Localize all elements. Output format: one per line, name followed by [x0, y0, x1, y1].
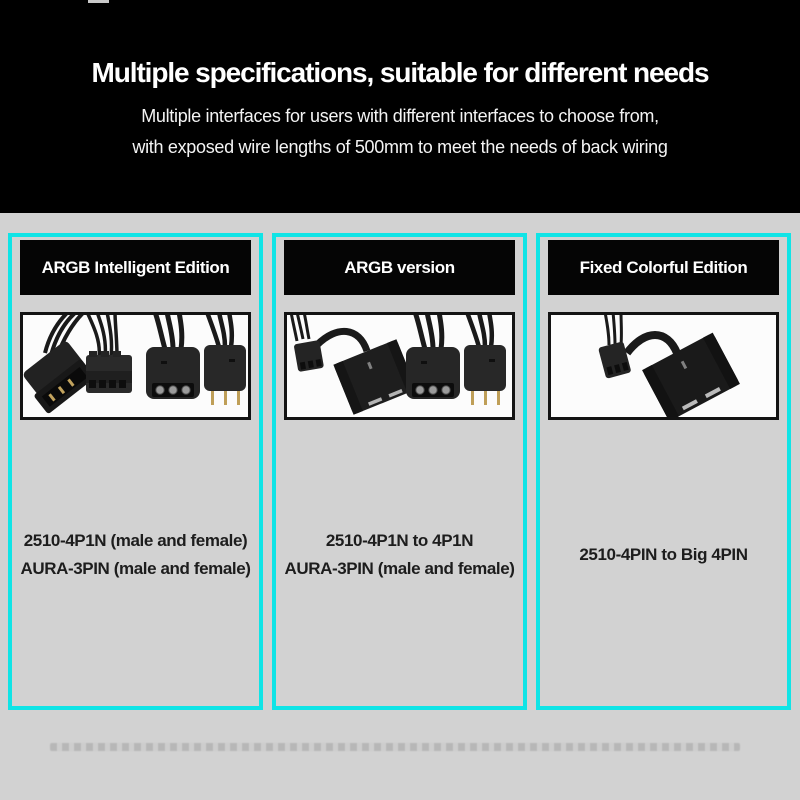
aura-3pin-female-connector: [146, 347, 200, 399]
product-photo-frame: [548, 312, 779, 420]
spec-text: [276, 527, 523, 583]
faint-watermark: [50, 743, 740, 751]
fan-4pin-connector: [23, 340, 95, 415]
hero-subtitle-line2: with exposed wire lengths of 500mm to meet the needs of back wiring: [132, 137, 668, 157]
page-title: Multiple specifications, suitable for different needs: [91, 57, 709, 88]
hero-subtitle-line1: Multiple interfaces for users with different interfaces to choose from,: [141, 106, 659, 126]
argb-intelligent-cable-photo: [23, 315, 248, 417]
fixed-colorful-cable-photo: [551, 315, 776, 417]
argb-version-cable-photo: [287, 315, 512, 417]
spec-text: [12, 527, 259, 583]
small-3pin-header-connector: [294, 340, 324, 372]
card-title: Fixed Colorful Edition: [548, 240, 779, 295]
card-argb-intelligent-edition: [8, 233, 263, 710]
aura-3pin-male-connector: [204, 345, 246, 405]
aura-3pin-male-connector: [464, 345, 506, 405]
spec-line-1: 2510-4P1N (male and female): [23, 531, 248, 550]
aura-3pin-female-connector: [406, 347, 460, 399]
small-3pin-header-connector: [598, 341, 631, 379]
big-4pin-molex-connector: [333, 339, 416, 415]
card-fixed-colorful-edition: [536, 233, 791, 710]
2510-4pin-connector: [86, 351, 132, 393]
hero-banner: [0, 0, 800, 213]
spec-text: [540, 527, 787, 569]
spec-line-2: AURA-3PIN (male and female): [284, 559, 515, 578]
card-title: ARGB Intelligent Edition: [20, 240, 251, 295]
spec-line-1: 2510-4PIN to Big 4PIN: [579, 545, 748, 564]
spec-line-1: 2510-4P1N to 4P1N: [325, 531, 474, 550]
top-edge-artifact: [88, 0, 109, 3]
big-4pin-molex-connector: [642, 333, 740, 417]
product-photo-frame: [20, 312, 251, 420]
product-photo-frame: [284, 312, 515, 420]
card-argb-version: [272, 233, 527, 710]
card-title: ARGB version: [284, 240, 515, 295]
spec-line-2: AURA-3PIN (male and female): [20, 559, 251, 578]
